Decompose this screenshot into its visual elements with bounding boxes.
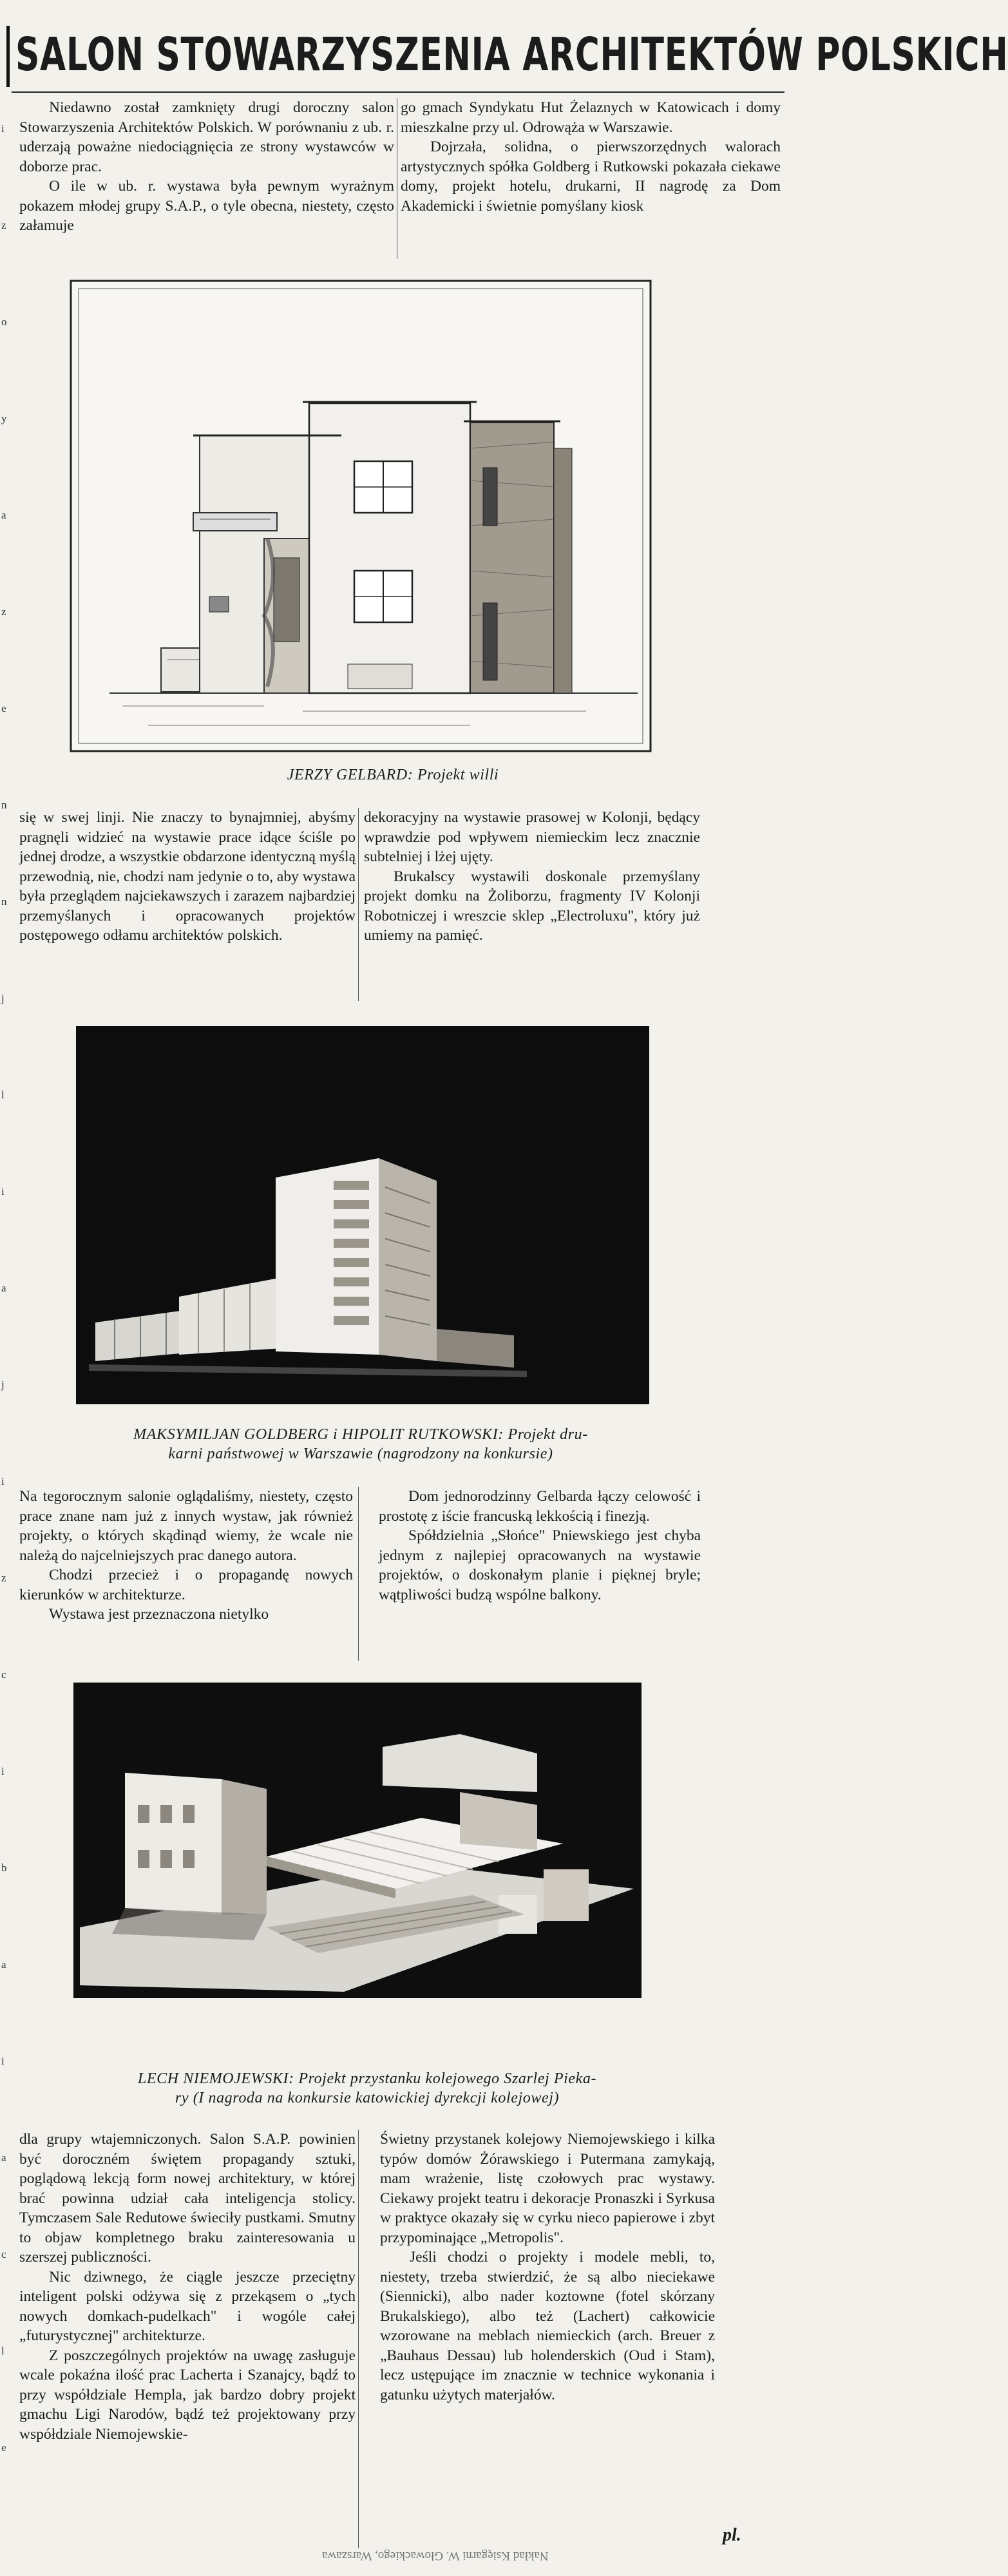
- margin-fragment: e: [1, 702, 6, 714]
- margin-fragment: a: [1, 509, 6, 521]
- column-divider: [358, 1487, 359, 1661]
- margin-fragment: b: [1, 1862, 7, 1874]
- margin-fragment: n: [1, 799, 7, 811]
- headline-left-bar: [6, 26, 10, 87]
- paragraph: Chodzi przecież i o propagandę nowych kierunków w architekturze.: [19, 1567, 353, 1603]
- margin-fragment: n: [1, 895, 7, 908]
- bottom-stamp: Nakład Księgarni W. Głowackiego, Warszawa: [322, 2549, 549, 2562]
- paragraph: Niedawno został zamknięty drugi doroczny salon Stowarzyszenia Architektów Polskich. W porównaniu z ub. r. uderzają poważne niedociągnięcia ze strony wystawców w doborze prac.: [19, 99, 394, 175]
- villa-drawing-illustration: [71, 281, 651, 751]
- paragraph: O ile w ub. r. wystawa była pewnym wyrażnym pokazem młodej grupy S.A.P., o tyle obecna, niestety, często załamuje: [19, 178, 394, 234]
- margin-fragment: a: [1, 1282, 6, 1294]
- caption-line: LECH NIEMOJEWSKI: Projekt przystanku kolejowego Szarlej Pieka-: [137, 2070, 597, 2087]
- section4-left-column: [19, 2130, 356, 2444]
- margin-fragment: z: [1, 1572, 6, 1584]
- margin-fragment: i: [1, 1765, 5, 1777]
- margin-fragment: l: [1, 2345, 5, 2357]
- paragraph: Spółdzielnia „Słońce" Pniewskiego jest chyba jednym z najlepiej opracowanych na wystawie projektów, o doskonałym planie i pięknej bryle; wątpliwości budzą wspólne balkony.: [379, 1527, 701, 1603]
- margin-fragment: c: [1, 1668, 6, 1681]
- section1-left-column: [19, 98, 394, 236]
- paragraph: Wystawa jest przeznaczona nietylko: [49, 1606, 269, 1623]
- margin-fragment: a: [1, 2151, 6, 2164]
- caption-line: MAKSYMILJAN GOLDBERG i HIPOLIT RUTKOWSKI: Projekt dru-: [133, 1426, 588, 1443]
- margin-fragment: j: [1, 1379, 5, 1391]
- section2-left-column: [19, 808, 356, 946]
- margin-fragment: e: [1, 2441, 6, 2454]
- margin-fragment: i: [1, 1475, 5, 1487]
- paragraph: Z poszczególnych projektów na uwagę zasługuje wcale pokaźna ilość prac Lacherta i Szanajcy, bądź to przy współdziale Hempla, jak bardzo dobry projekt gmachu Ligi Narodów, bądź też projektowany przy współdziale Niemojewskie-: [19, 2347, 356, 2443]
- margin-fragment: y: [1, 412, 7, 425]
- paragraph: go gmach Syndykatu Hut Żelaznych w Katowicach i domy mieszkalne przy ul. Odrowąża w Warszawie.: [401, 99, 781, 136]
- page-mark: pl.: [723, 2525, 741, 2545]
- margin-fragment: z: [1, 606, 6, 618]
- paragraph: się w swej linji. Nie znaczy to bynajmniej, abyśmy pragnęli widzieć na wystawie prace idące ściśle po jednej drodze, a wszystkie obdarzone identyczną myślą przewodnią, nie, chodzi nam jedynie o to, aby wystawa była przeglądem najciekawszych i zarazem najbardziej przemyślanych i opracowanych projektów postępowego odłamu architektów polskich.: [19, 809, 356, 944]
- section3-left-column: [19, 1487, 353, 1625]
- paragraph: Świetny przystanek kolejowy Niemojewskiego i kilka typów domów Żórawskiego i Putermana zamykają, mam wrażenie, listę czołowych prac wystawy. Ciekawy projekt teatru i dekoracje Pronaszki i Syrkusa w praktyce okazały się w cyrku nieco papierowe i zbyt przypominające „Metropolis".: [380, 2131, 715, 2246]
- paragraph: dekoracyjny na wystawie prasowej w Kolonji, będący wprawdzie pod wpływem niemieckim lecz znacznie subtelniej i lżej ujęty.: [364, 809, 700, 865]
- section2-right-column: [364, 808, 700, 946]
- caption-line: karni państwowej w Warszawie (nagrodzony na konkursie): [168, 1445, 553, 1462]
- margin-fragment: l: [1, 1089, 5, 1101]
- column-divider: [358, 2130, 359, 2548]
- section1-right-column: [401, 98, 781, 216]
- section4-right-column: [380, 2130, 715, 2405]
- margin-fragment: i: [1, 2055, 5, 2067]
- paragraph: Jeśli chodzi o projekty i modele mebli, to, niestety, trzeba stwierdzić, że są albo nieciekawe (Siennicki), albo nader koztowne (fotel skórzany Brukalskiego), albo też (Lachert) całkowicie wzorowane na meblach niemieckich (arch. Breuer z „Bauhaus Dessau) lub holenderskich (Oud i Stam), lecz ustępujące im znacznie w technice wykonania i gatunku użytych materjałów.: [380, 2249, 715, 2403]
- railway-station-model-photo: [73, 1683, 642, 1998]
- margin-fragment: j: [1, 992, 5, 1004]
- left-margin-fragments: [0, 0, 12, 2576]
- paragraph: dla grupy wtajemniczonych. Salon S.A.P. powinien być doroczném świętem propagandy sztuki, poglądową lekcją form nowej architektury, w której brać powinna udział cała inteligencja stolicy. Tymczasem Sale Redutowe świeciły pustkami. Smutny to objaw kompletnego braku zainteresowania u szerszej publiczności.: [19, 2131, 356, 2266]
- paragraph: Na tegorocznym salonie oglądaliśmy, niestety, często prace znane nam już z innych wystaw, jak również projekty, o których skądinąd wiemy, że wcale nie należą do najcelniejszych prac danego autora.: [19, 1488, 353, 1564]
- section3-right-column: [379, 1487, 701, 1605]
- headline-rule: [12, 91, 785, 93]
- paragraph: Brukalscy wystawili doskonale przemyślany projekt domku na Żoliborzu, fragmenty IV Kolonji Robotniczej i wreszcie sklep „Electroluxu", który już umiemy na pamięć.: [364, 868, 700, 944]
- printing-house-model-photo: [76, 1026, 649, 1404]
- figure2-caption: [71, 1425, 651, 1464]
- margin-fragment: z: [1, 219, 6, 231]
- figure3-caption: [64, 2069, 670, 2108]
- margin-fragment: a: [1, 1958, 6, 1970]
- figure1-caption: JERZY GELBARD: Projekt willi: [287, 767, 499, 783]
- caption-line: ry (I nagroda na konkursie katowickiej dyrekcji kolejowej): [175, 2090, 560, 2106]
- headline: SALON STOWARZYSZENIA ARCHITEKTÓW POLSKICH: [15, 28, 1008, 81]
- paragraph: Dojrzała, solidna, o pierwszorzędnych walorach artystycznych spółka Goldberg i Rutkowski pokazała ciekawe domy, projekt hotelu, drukarni, II nagrodę za Dom Akademicki i świetnie pomyślany kiosk: [401, 138, 781, 215]
- paragraph: Dom jednorodzinny Gelbarda łączy celowość i prostotę z iście francuską lekkością i finezją.: [379, 1488, 701, 1525]
- column-divider: [358, 808, 359, 1001]
- paragraph: Nic dziwnego, że ciągle jeszcze przeciętny inteligent polski odżywa się z przekąsem o „tych nowych domkach-pudelkach" i wogóle całej „futurystycznej" architekturze.: [19, 2268, 356, 2344]
- margin-fragment: o: [1, 316, 7, 328]
- margin-fragment: i: [1, 122, 5, 135]
- margin-fragment: c: [1, 2248, 6, 2260]
- margin-fragment: i: [1, 1185, 5, 1197]
